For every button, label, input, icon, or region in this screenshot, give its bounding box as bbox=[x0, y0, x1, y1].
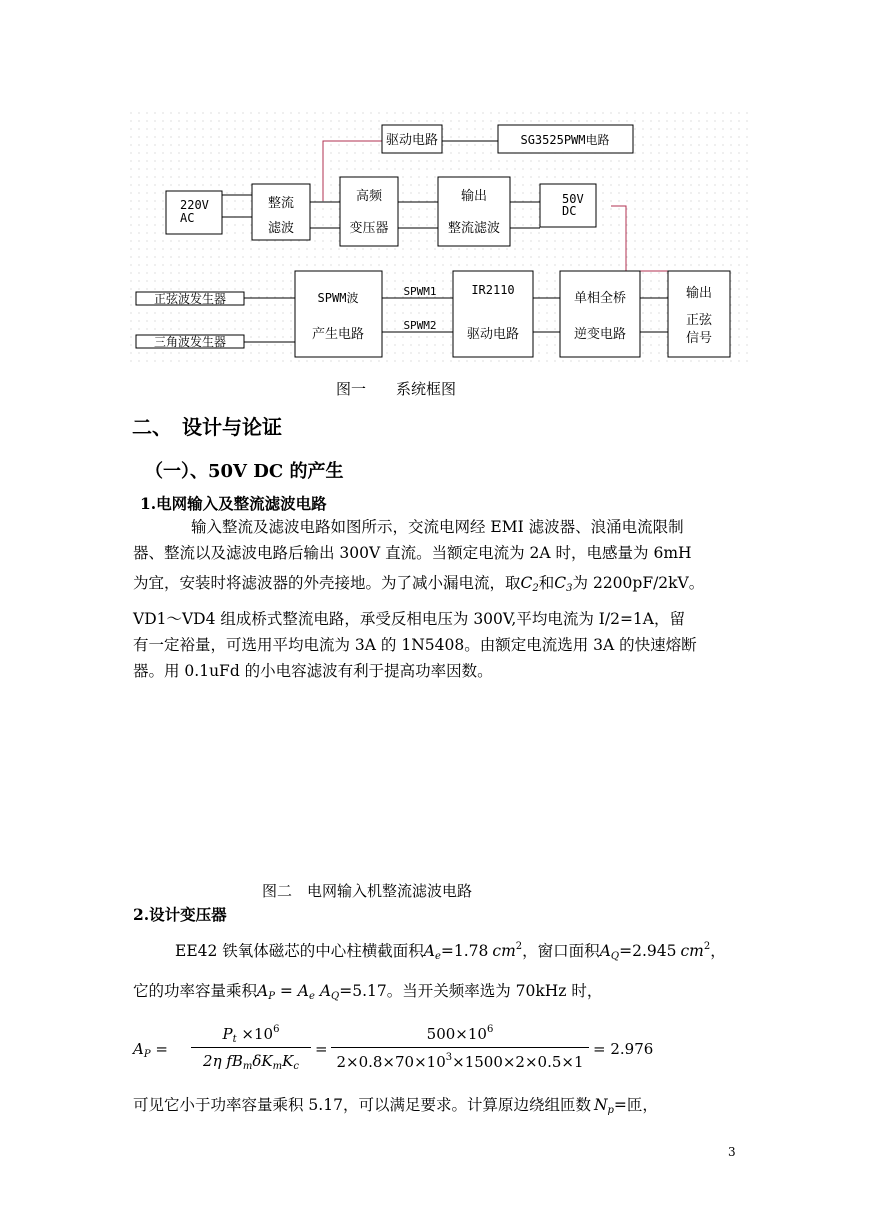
item-1-title: 1.电网输入及整流滤波电路 bbox=[140, 494, 327, 513]
f2-den-tail: ×1500×2×0.5×1 bbox=[452, 1053, 584, 1071]
para1-line3 bbox=[133, 570, 738, 602]
full-bridge-inverter-box bbox=[560, 271, 640, 357]
section-2-title: 二、 设计与论证 bbox=[132, 415, 282, 439]
f1-den-b-sub: m bbox=[272, 1061, 283, 1072]
spwm2-label: SPWM2 bbox=[403, 319, 437, 332]
para3-line1-a: 可见它小于功率容量乘积 5.17，可以满足要求。计算原边绕组匝数 bbox=[133, 1096, 591, 1114]
outsig-label-1: 输出 bbox=[685, 286, 713, 301]
subsection-1-title: （一）、50V DC 的产生 bbox=[145, 461, 344, 482]
page-number: 3 bbox=[728, 1145, 736, 1159]
out-label-2: 整流滤波 bbox=[447, 221, 501, 236]
aq-value: =2.945 bbox=[619, 942, 677, 960]
f1-den-c: K bbox=[282, 1052, 294, 1070]
para2-line2-b: =5.17。当开关频率选为 70kHz 时， bbox=[339, 982, 603, 1000]
outsig-label-2: 正弦 bbox=[685, 313, 713, 328]
sg3525-label: SG3525PWM电路 bbox=[520, 133, 610, 147]
f2-num: 500×10 bbox=[426, 1025, 487, 1043]
c3-subscript: 3 bbox=[566, 583, 573, 594]
c2-symbol: C bbox=[520, 574, 533, 592]
ae-unit-sup: 2 bbox=[515, 941, 523, 952]
ac-label-2: AC bbox=[180, 211, 195, 225]
para1-line5: 有一定裕量，可选用平均电流为 3A 的 1N5408。由额定电流选用 3A 的快速熔断 bbox=[133, 636, 697, 654]
formula-frac1-den bbox=[191, 1052, 311, 1072]
item-2-title: 2.设计变压器 bbox=[133, 905, 227, 924]
para2-line1-b: ，窗口面积 bbox=[522, 942, 600, 960]
ac-label-1: 220V bbox=[180, 198, 209, 212]
f1-num-sup: 6 bbox=[273, 1024, 280, 1035]
f2-den: 2×0.8×70×10 bbox=[336, 1053, 446, 1071]
para2-line1-a: EE42 铁氧体磁芯的中心柱横截面积 bbox=[175, 942, 424, 960]
inv-label-2: 逆变电路 bbox=[573, 327, 627, 342]
ap-eq-aq: A bbox=[314, 982, 332, 1000]
tri-gen-label: 三角波发生器 bbox=[153, 335, 227, 349]
sine-gen-label: 正弦波发生器 bbox=[153, 292, 227, 306]
spwm-generator-box bbox=[295, 271, 382, 357]
ae-value: =1.78 bbox=[440, 942, 489, 960]
np-subscript: p bbox=[607, 1105, 614, 1116]
f1-num-p: P bbox=[222, 1025, 233, 1043]
f2-num-sup: 6 bbox=[486, 1024, 494, 1035]
para1-line1: 输入整流及滤波电路如图所示，交流电网经 EMI 滤波器、浪涌电流限制 bbox=[191, 518, 684, 536]
ae-unit: cm bbox=[492, 942, 516, 960]
formula-frac2-num bbox=[331, 1024, 589, 1043]
ap-subscript: P bbox=[268, 991, 275, 1002]
f1-num-tail: ×10 bbox=[236, 1025, 274, 1043]
f1-num-p-sub: t bbox=[232, 1034, 237, 1045]
ap-eq-ae-sub: e bbox=[309, 991, 315, 1002]
aq-unit-sup: 2 bbox=[703, 941, 711, 952]
fraction-bar-2 bbox=[331, 1047, 589, 1048]
rect-label-1: 整流 bbox=[267, 196, 295, 211]
rect-label-2: 滤波 bbox=[267, 221, 295, 236]
formula-frac1-num bbox=[191, 1024, 311, 1045]
and-word: 和 bbox=[538, 574, 555, 592]
paragraph-2-line1 bbox=[175, 934, 755, 970]
ir2110-label-1: IR2110 bbox=[471, 283, 515, 297]
spwm1-label: SPWM1 bbox=[403, 285, 437, 298]
paragraph-1 bbox=[133, 514, 738, 684]
figure-1-caption: 图一 系统框图 bbox=[336, 380, 457, 398]
f1-den-a-sub: m bbox=[242, 1061, 253, 1072]
paragraph-3 bbox=[133, 1092, 753, 1124]
ap-eq-ae: = A bbox=[274, 982, 309, 1000]
ae-symbol: A bbox=[423, 942, 435, 960]
aq-subscript: Q bbox=[610, 951, 620, 962]
para2-line1-c: ， bbox=[710, 942, 726, 960]
dc-label-2: DC bbox=[562, 204, 577, 218]
ap-eq-aq-sub: Q bbox=[331, 991, 340, 1002]
dc-label-1: 50V bbox=[562, 192, 584, 206]
aq-symbol: A bbox=[599, 942, 611, 960]
np-symbol: N bbox=[593, 1096, 608, 1114]
para2-line2-a: 它的功率容量乘积 bbox=[133, 982, 258, 1000]
drive-circuit-label: 驱动电路 bbox=[385, 133, 439, 148]
para1-line3-a: 为宜，安装时将滤波器的外壳接地。为了减小漏电流，取 bbox=[133, 574, 521, 592]
para1-line2: 器、整流以及滤波电路后输出 300V 直流。当额定电流为 2A 时，电感量为 6mH bbox=[133, 544, 692, 562]
figure-2-caption: 图二 电网输入机整流滤波电路 bbox=[262, 882, 473, 900]
ap-symbol: A bbox=[257, 982, 269, 1000]
system-block-diagram bbox=[130, 112, 750, 362]
c2-subscript: 2 bbox=[532, 583, 539, 594]
f1-den-c-sub: c bbox=[293, 1061, 299, 1072]
formula-lhs-sub: P bbox=[143, 1049, 151, 1060]
ae-subscript: e bbox=[434, 951, 441, 962]
formula-frac2-den bbox=[331, 1052, 589, 1071]
power-capacity-formula: $A_P$ = $P_t \times 10^6$ 2η $fB_m\delta K_mK_c$ = $500\times 10^6$ $2\times 0.8\times 70\times 10^3\times 1500\times 2\times 0.5\times 1$ = 2.976 bbox=[133, 1024, 654, 1072]
outsig-label-3: 信号 bbox=[685, 331, 713, 346]
inv-label-1: 单相全桥 bbox=[573, 291, 627, 306]
fraction-bar-1 bbox=[191, 1047, 311, 1048]
aq-unit: cm bbox=[680, 942, 704, 960]
f2-den-sup: 3 bbox=[445, 1052, 453, 1063]
paragraph-2-line2 bbox=[133, 978, 753, 1010]
hf-label-2: 变压器 bbox=[349, 221, 389, 236]
para1-line6: 器。用 0.1uFd 的小电容滤波有利于提高功率因数。 bbox=[133, 662, 493, 680]
spwm-label-1: SPWM波 bbox=[317, 291, 359, 305]
ir2110-label-2: 驱动电路 bbox=[466, 327, 520, 342]
f1-den-a: 2η fB bbox=[203, 1052, 243, 1070]
c3-symbol: C bbox=[554, 574, 567, 592]
para1-line3-b: 为 2200pF/2kV。 bbox=[572, 574, 705, 592]
para3-line1-b: =匝， bbox=[613, 1096, 658, 1114]
formula-result: = 2.976 bbox=[593, 1040, 654, 1058]
f1-den-b: δK bbox=[252, 1052, 273, 1070]
para1-line4: VD1～VD4 组成桥式整流电路，承受反相电压为 300V,平均电流为 I/2=1A，留 bbox=[133, 610, 685, 628]
formula-lhs: A bbox=[133, 1040, 144, 1058]
out-label-1: 输出 bbox=[460, 189, 488, 204]
spwm-label-2: 产生电路 bbox=[311, 327, 365, 342]
hf-label-1: 高频 bbox=[355, 189, 383, 204]
